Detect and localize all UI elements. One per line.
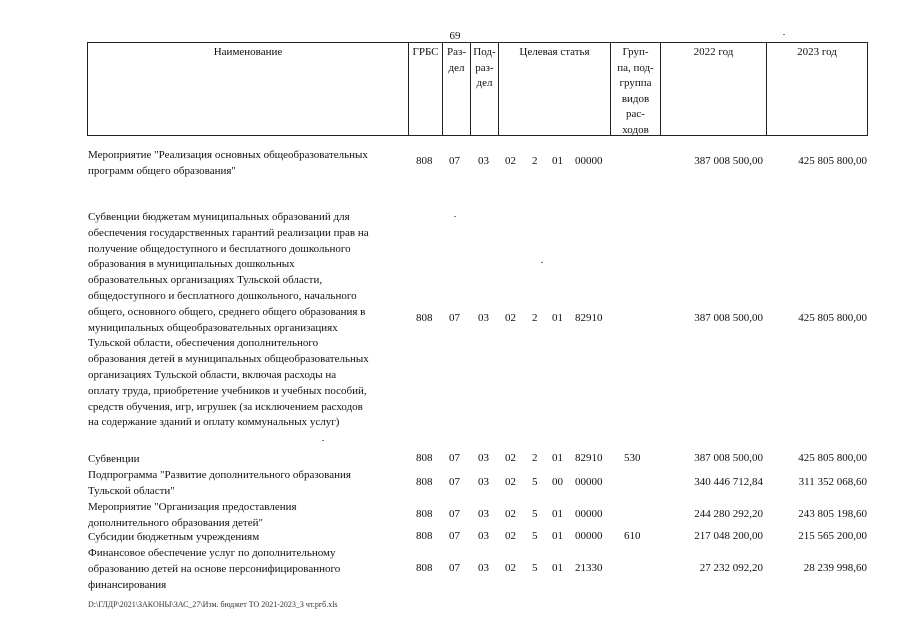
row-podrazdel: 03 [478, 452, 489, 464]
row-cs-subprogram: 2 [532, 155, 538, 167]
row-2023: 243 805 198,60 [798, 508, 867, 520]
row-razdel: 07 [449, 312, 460, 324]
row-razdel: 07 [449, 562, 460, 574]
header-2022: 2022 год [693, 46, 734, 58]
row-2023: 28 239 998,60 [803, 562, 867, 574]
row-cs-subprogram: 2 [532, 312, 538, 324]
row-podrazdel: 03 [478, 312, 489, 324]
row-cs-direction: 00000 [575, 530, 603, 542]
row-name: Мероприятие "Организация предоставления дополнительного образования детей" [88, 501, 297, 529]
row-razdel: 07 [449, 452, 460, 464]
header-razdel-cell [442, 42, 470, 136]
scan-speck [783, 34, 785, 35]
header-gruppa: Груп- па, под- группа видов рас- ходов [617, 46, 654, 136]
row-2022: 27 232 092,20 [699, 562, 763, 574]
row-2023: 311 352 068,60 [798, 476, 867, 488]
row-cs-direction: 82910 [575, 452, 603, 464]
row-name: Субвенции бюджетам муниципальных образований для обеспечения государственных гарантий реализации прав на получение общедоступного и бесплатного дошкольного образования в муниципальных дошкольных образовательных организациях Тульской области, общедоступного и бесплатного дошкольного, начального общего, основного общего, среднего общего образования в муниципальных общеобразовательных организациях Тульской области, обеспечения дополнительного образования детей в муниципальных общеобразовательных организациях Тульской области, включая расходы на оплату труда, приобретение учебников и учебных пособий, средств обучения, игр, игрушек (за исключением расходов на содержание зданий и оплату коммунальных услуг) [88, 211, 369, 429]
row-name: Субвенции [88, 453, 140, 465]
row-vid: 530 [624, 452, 641, 464]
header-grbs-cell [408, 42, 442, 136]
row-2023: 425 805 800,00 [798, 312, 867, 324]
row-razdel: 07 [449, 508, 460, 520]
row-cs-program: 02 [505, 476, 516, 488]
row-cs-program: 02 [505, 452, 516, 464]
row-cs-program: 02 [505, 530, 516, 542]
row-cs-event: 01 [552, 155, 563, 167]
header-gruppa-cell [610, 42, 660, 136]
row-podrazdel: 03 [478, 508, 489, 520]
row-2022: 387 008 500,00 [694, 312, 763, 324]
file-path-footer: D:\ГЛДР\2021\ЗАКОНЫ\ЗАС_27\Изм. бюджет ТО 2021-2023_3 чт.ргб.xls [88, 600, 338, 609]
header-name-cell [87, 42, 408, 136]
scan-speck [322, 440, 324, 441]
row-podrazdel: 03 [478, 476, 489, 488]
row-cs-subprogram: 5 [532, 562, 538, 574]
header-celevaya-cell [498, 42, 610, 136]
row-grbs: 808 [416, 562, 433, 574]
header-2022-cell [660, 42, 766, 136]
row-cs-program: 02 [505, 312, 516, 324]
row-cs-direction: 00000 [575, 508, 603, 520]
row-razdel: 07 [449, 530, 460, 542]
row-cs-subprogram: 5 [532, 508, 538, 520]
row-2022: 340 446 712,84 [694, 476, 763, 488]
row-2023: 215 565 200,00 [798, 530, 867, 542]
row-2022: 387 008 500,00 [694, 452, 763, 464]
header-2023: 2023 год [797, 46, 837, 58]
row-grbs: 808 [416, 530, 433, 542]
row-cs-direction: 00000 [575, 155, 603, 167]
row-name: Субсидии бюджетным учреждениям [88, 531, 260, 543]
row-grbs: 808 [416, 312, 433, 324]
row-cs-event: 01 [552, 508, 563, 520]
row-cs-subprogram: 2 [532, 452, 538, 464]
row-cs-event: 01 [552, 452, 563, 464]
row-cs-direction: 82910 [575, 312, 603, 324]
page-number: 69 [449, 30, 461, 42]
row-2023: 425 805 800,00 [798, 452, 867, 464]
header-2023-cell [766, 42, 868, 136]
row-name: Финансовое обеспечение услуг по дополнительному образованию детей на основе персонифицированного финансирования [88, 547, 341, 591]
row-2022: 217 048 200,00 [694, 530, 763, 542]
header-razdel: Раз- дел [446, 46, 466, 74]
row-2022: 387 008 500,00 [694, 155, 763, 167]
row-2022: 244 280 292,20 [694, 508, 763, 520]
row-podrazdel: 03 [478, 530, 489, 542]
row-name: Подпрограмма "Развитие дополнительного образования Тульской области" [88, 469, 351, 497]
header-podrazdel: Под- раз- дел [473, 46, 496, 89]
row-grbs: 808 [416, 508, 433, 520]
header-grbs: ГРБС [412, 46, 439, 58]
row-cs-event: 01 [552, 530, 563, 542]
row-podrazdel: 03 [478, 562, 489, 574]
scan-speck [454, 216, 456, 217]
row-cs-direction: 21330 [575, 562, 603, 574]
row-cs-direction: 00000 [575, 476, 603, 488]
row-cs-program: 02 [505, 155, 516, 167]
row-cs-event: 01 [552, 562, 563, 574]
header-podrazdel-cell [470, 42, 498, 136]
row-name: Мероприятие "Реализация основных общеобразовательных программ общего образования" [88, 149, 368, 177]
row-razdel: 07 [449, 155, 460, 167]
row-grbs: 808 [416, 155, 433, 167]
row-grbs: 808 [416, 476, 433, 488]
row-cs-event: 01 [552, 312, 563, 324]
row-cs-program: 02 [505, 562, 516, 574]
row-cs-subprogram: 5 [532, 476, 538, 488]
header-name: Наименование [213, 46, 283, 58]
row-podrazdel: 03 [478, 155, 489, 167]
row-2023: 425 805 800,00 [798, 155, 867, 167]
row-cs-event: 00 [552, 476, 563, 488]
row-grbs: 808 [416, 452, 433, 464]
row-cs-subprogram: 5 [532, 530, 538, 542]
header-celevaya: Целевая статья [519, 46, 590, 58]
row-vid: 610 [624, 530, 641, 542]
row-razdel: 07 [449, 476, 460, 488]
scan-speck [541, 262, 543, 263]
row-cs-program: 02 [505, 508, 516, 520]
